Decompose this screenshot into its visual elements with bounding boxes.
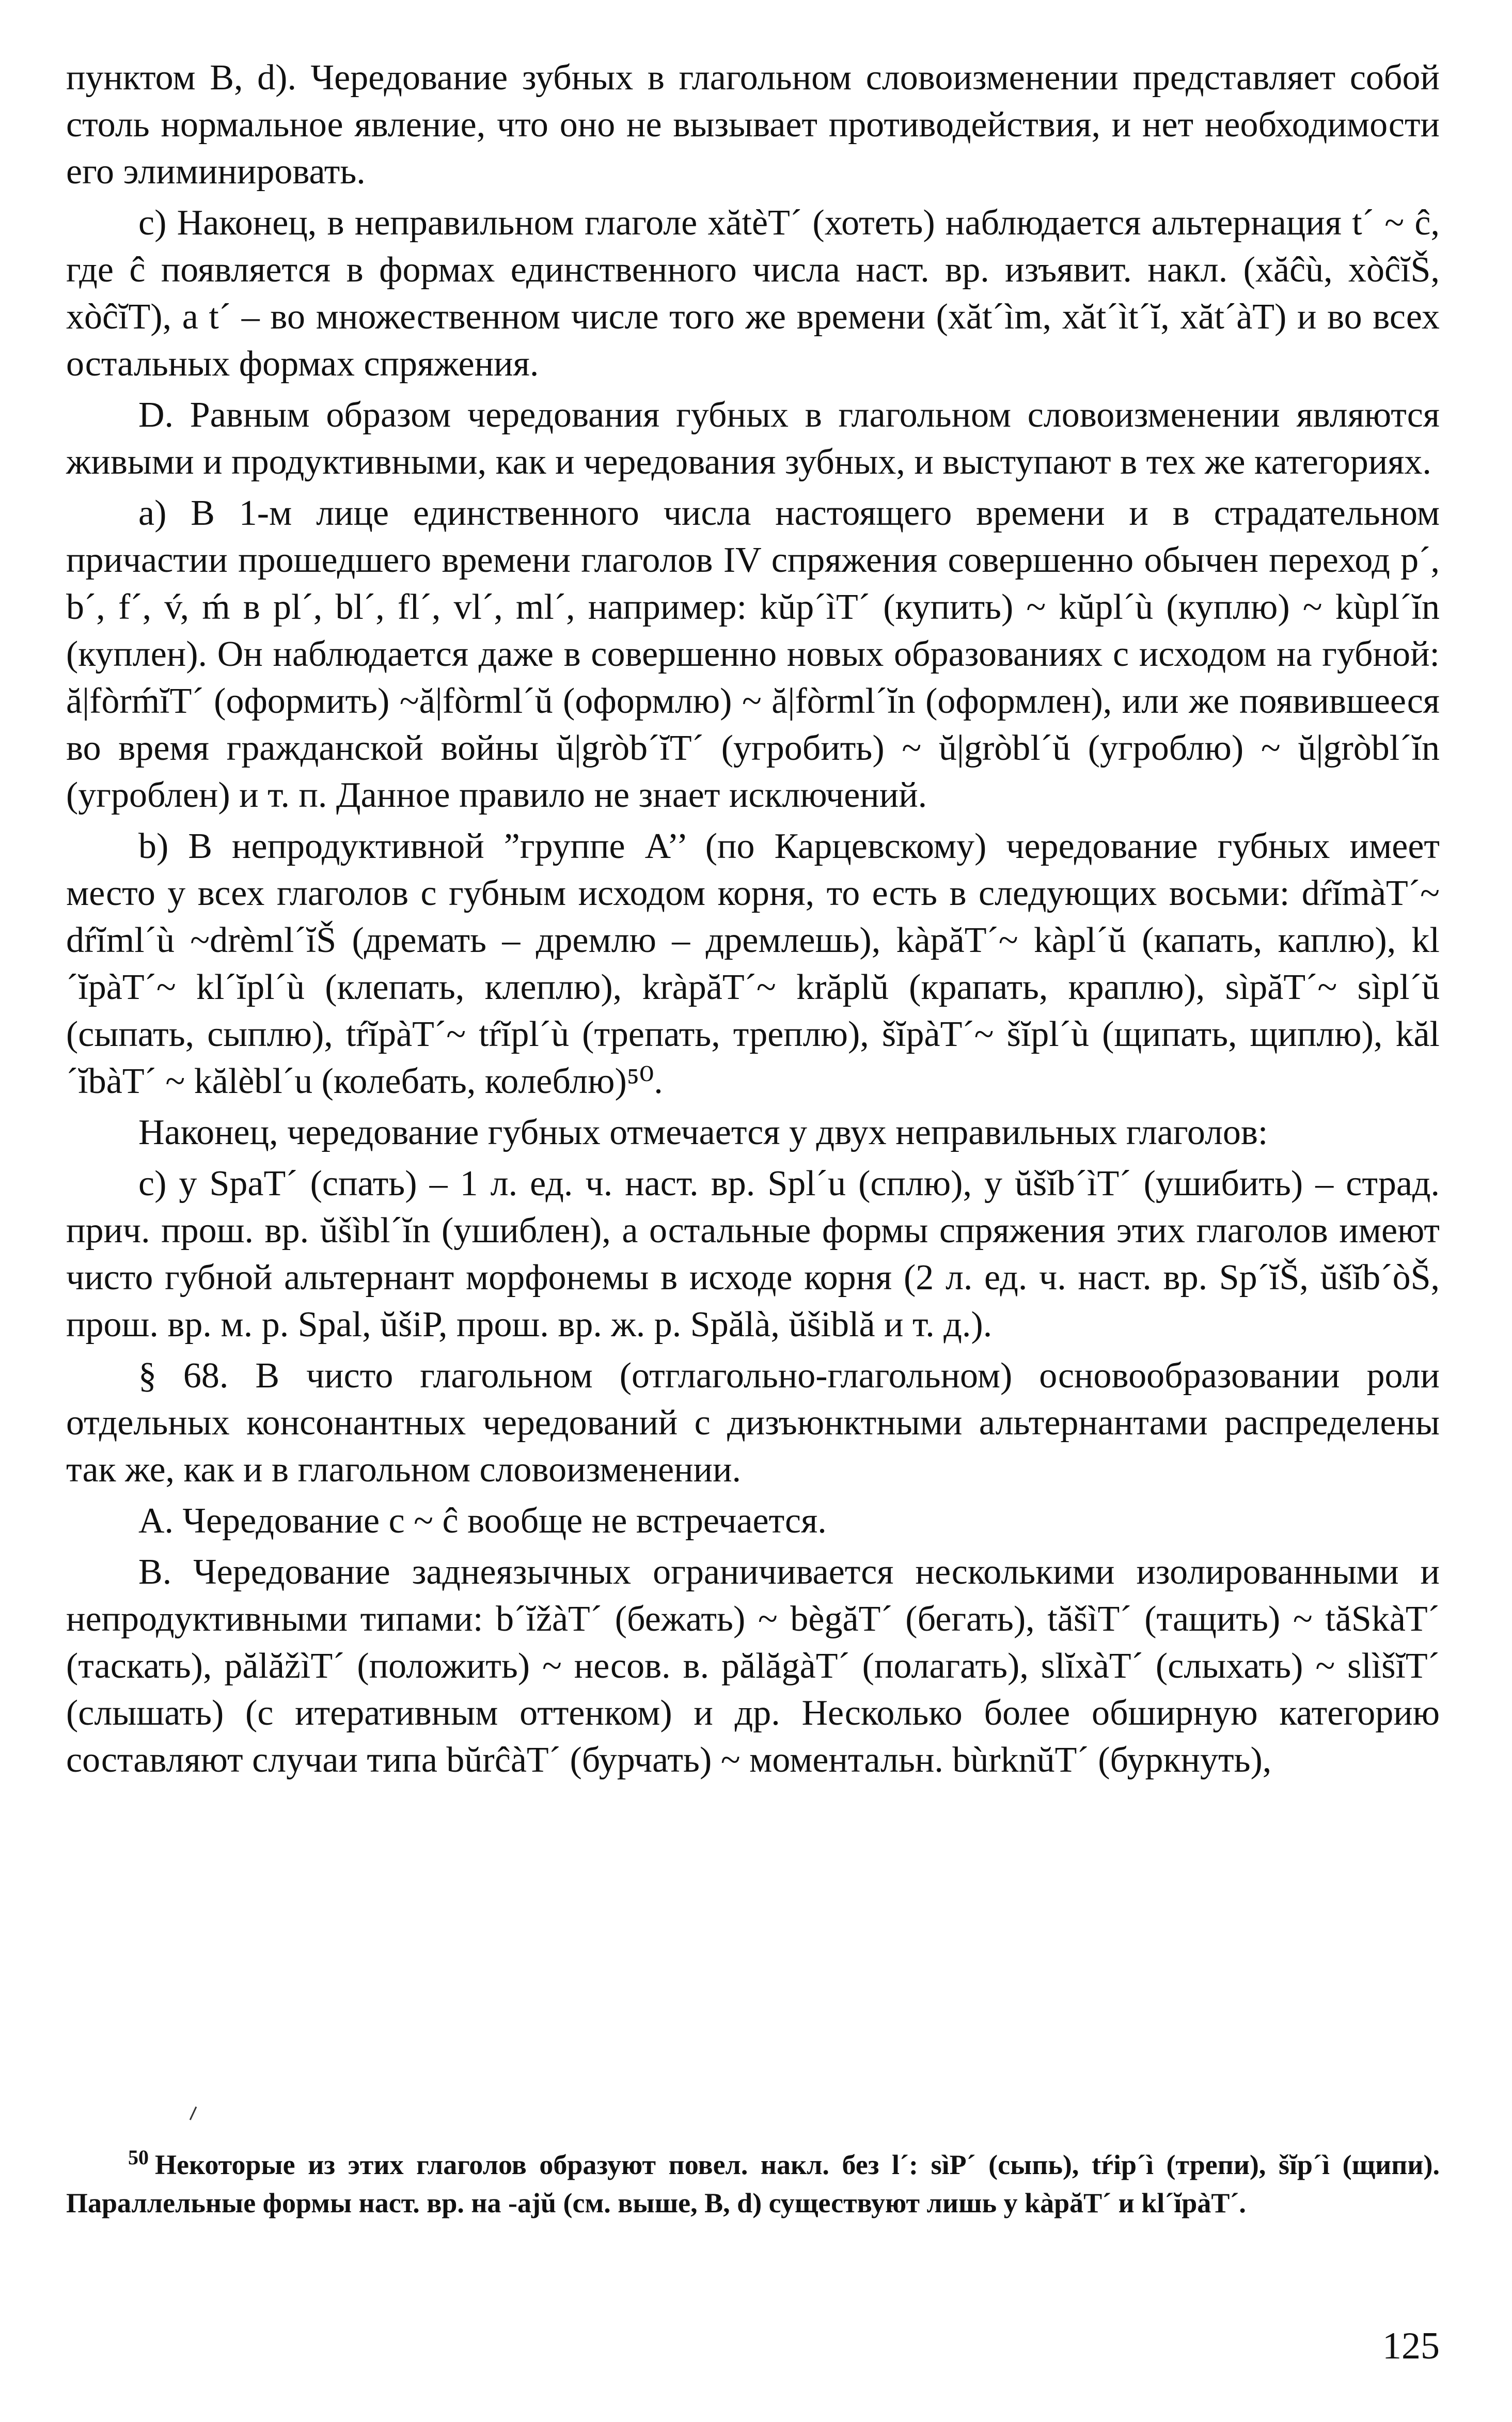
paragraph: пунктом B, d). Чередование зубных в глагольном словоизменении представляет собой столь нормальное явление, что оно не вызывает противодействия, и нет необходимости его элиминировать. — [66, 58, 1440, 192]
footnote-separator — [190, 2106, 202, 2123]
main-text — [66, 54, 1440, 1788]
paragraph: a) В 1-м лице единственного числа настоящего времени и в страдательном причастии прошедшего времени глаголов IV спряжения совершенно обычен переход p´, b´, f´, v́, ḿ в pl´, bl´, fl´, vl´, ml´, например: kŭp´ìT´ (купить) ~ kŭpl´ù (куплю) ~ kùpl´ĭn (куплен). Он наблюдается даже в совершенно новых образованиях с исходом на губной: ă|fòrḿĭT´ (оформить) ~ă|fòrml´ŭ (оформлю) ~ ă|fòrml´ĭn (оформлен), или же появившееся во время гражданской войны ŭ|gròb´ĭT´ (угробить) ~ ŭ|gròbl´ŭ (угроблю) ~ ŭ|gròbl´ĭn (угроблен) и т. п. Данное правило не знает исключений. — [66, 493, 1440, 815]
footnote-text: Некоторые из этих глаголов образуют повел. накл. без l´: sìP´ (сыпь), tŕip´ì (трепи), šĭp´ì (щипи). Параллельные формы наст. вр. на -ajŭ (см. выше, B, d) существуют лишь у kàpăT´ и kl´ĭpàT´. — [66, 2149, 1440, 2218]
page-number: 125 — [1382, 2325, 1440, 2367]
paragraph: c) у SpaT´ (спать) – 1 л. ед. ч. наст. вр. Spl´u (сплю), у ŭšĭb´ìT´ (ушибить) – страд. прич. прош. вр. ŭšìbl´ĭn (ушиблен), а остальные формы спряжения этих глаголов имеют чисто губной альтернант морфонемы в исходе корня (2 л. ед. ч. наст. вр. Sp´ĭŠ, ŭšĭb´òŠ, прош. вр. м. р. Spal, ŭšiP, прош. вр. ж. р. Spălà, ŭšiblă и т. д.). — [66, 1164, 1440, 1345]
paragraph: A. Чередование c ~ ĉ вообще не встречается. — [138, 1501, 827, 1541]
footnote-mark: 50 — [128, 2146, 149, 2169]
footnote — [66, 2138, 1440, 2222]
paragraph: B. Чередование заднеязычных ограничивается несколькими изолированными и непродуктивными типами: b´ĭžàT´ (бежать) ~ bègăT´ (бегать), tăšìT´ (тащить) ~ tăSkàT´ (таскать), pălăžìT´ (положить) ~ несов. в. pălăgàT´ (полагать), slĭxàT´ (слыхать) ~ slìšĭT´ (слышать) (с итеративным оттенком) и др. Несколько более обширную категорию составляют случаи типа bŭrĉàT´ (бурчать) ~ моментальн. bùrknŭT´ (буркнуть), — [66, 1552, 1440, 1780]
paragraph: D. Равным образом чередования губных в глагольном словоизменении являются живыми и продуктивными, как и чередования зубных, и выступают в тех же категориях. — [66, 395, 1440, 482]
paragraph: Наконец, чередование губных отмечается у двух неправильных глаголов: — [138, 1113, 1268, 1152]
paragraph: § 68. В чисто глагольном (отглагольно-глагольном) основообразовании роли отдельных консонантных чередований с дизъюнктными альтернантами распределены так же, как и в глагольном словоизменении. — [66, 1356, 1440, 1490]
paragraph: c) Наконец, в неправильном глаголе xătèT´ (хотеть) наблюдается альтернация t´ ~ ĉ, где ĉ появляется в формах единственного числа наст. вр. изъявит. накл. (xăĉù, xòĉĭŠ, xòĉĭT), a t´ – во множественном числе того же времени (xăt´ìm, xăt´ìt´ĭ, xăt´àT) и во всех остальных формах спряжения. — [66, 203, 1440, 384]
paragraph: b) В непродуктивной ”группе A’’ (по Карцевскому) чередование губных имеет место у всех глаголов с губным исходом корня, то есть в следующих восьми: dŕĭmàT´~ dŕĭml´ù ~drèml´ĭŠ (дремать – дремлю – дремлешь), kàpăT´~ kàpl´ŭ (капать, каплю), kl´ĭpàT´~ kl´ĭpl´ù (клепать, клеплю), kràpăT´~ krăplŭ (крапать, краплю), sìpăT´~ sìpl´ŭ (сыпать, сыплю), tŕĭpàT´~ tŕĭpl´ù (трепать, треплю), šĭpàT´~ šĭpl´ù (щипать, щиплю), kăl´ĭbàT´ ~ kălèbl´u (колебать, колеблю)⁵⁰. — [66, 826, 1440, 1101]
